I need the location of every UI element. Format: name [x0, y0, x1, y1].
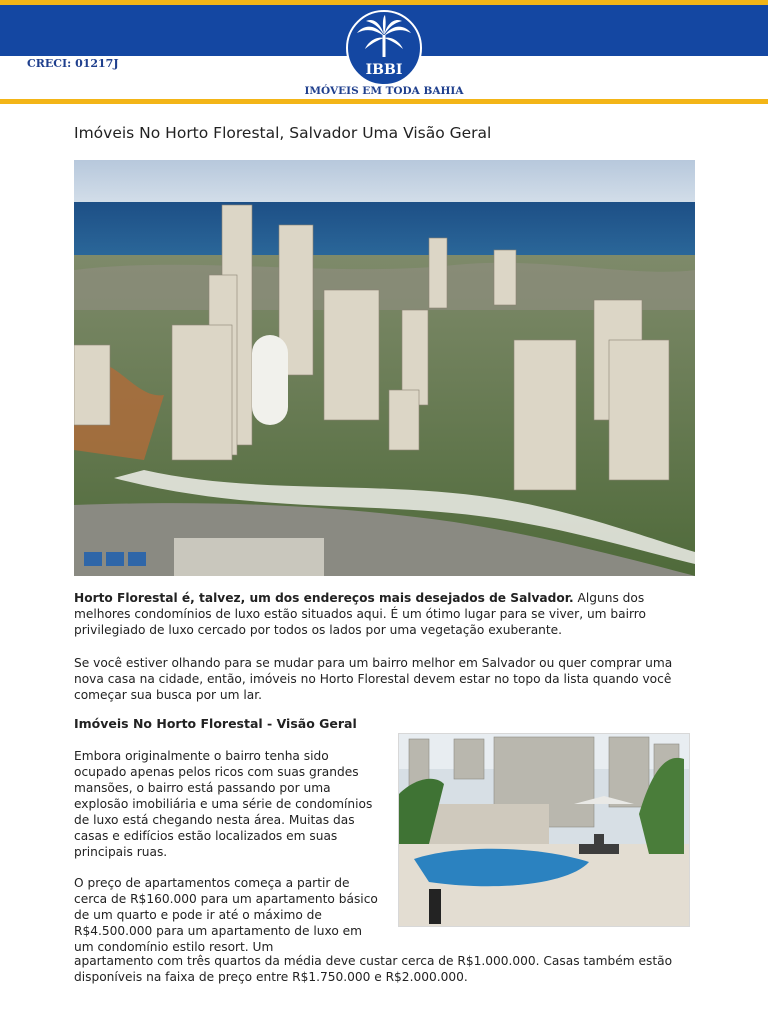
- price-paragraph-continued: apartamento com três quartos da média deve custar cerca de R$1.000.000. Casas também estão disponíveis na faixa de preço entre R$1.750.000 e R$2.000.000.: [74, 954, 673, 984]
- intro-lead: Horto Florestal é, talvez, um dos endereços mais desejados de Salvador.: [74, 591, 574, 605]
- header-bottom-stripe: [0, 99, 768, 104]
- aerial-city-photo: [74, 160, 695, 576]
- second-paragraph: Se você estiver olhando para se mudar para um bairro melhor em Salvador ou quer comprar uma nova casa na cidade, então, imóveis no Horto Florestal devem estar no topo da lista quando você começar sua busca por um lar.: [74, 656, 673, 702]
- page-title: Imóveis No Horto Florestal, Salvador Uma Visão Geral: [74, 124, 492, 142]
- overview-paragraph: Embora originalmente o bairro tenha sido ocupado apenas pelos ricos com suas grandes mansões, o bairro está passando por uma explosão imobiliária e uma série de condomínios de luxo está chegando nesta área. Muitas das casas e edifícios estão localizados em suas principais ruas.: [74, 749, 373, 859]
- header-top-stripe: [0, 0, 768, 5]
- intro-rest: Alguns dos melhores condomínios de luxo estão situados aqui. É um ótimo lugar para se viver, um bairro privilegiado de luxo cercado por todos os lados por uma vegetação exuberante.: [74, 591, 646, 637]
- price-paragraph: O preço de apartamentos começa a partir de cerca de R$160.000 para um apartamento básico de um quarto e pode ir até o máximo de R$4.500.000 para um apartamento de luxo em um condomínio estilo resort. Um: [74, 876, 378, 954]
- brand-tagline: IMÓVEIS EM TODA BAHIA: [304, 85, 464, 97]
- intro-paragraph: [74, 590, 696, 638]
- ibbi-logo[interactable]: [345, 9, 423, 87]
- creci-label: CRECI: 01217J: [27, 57, 119, 70]
- section-heading: Imóveis No Horto Florestal - Visão Geral: [74, 716, 357, 731]
- logo-text: IBBI: [365, 62, 403, 78]
- pool-condominium-photo: [398, 733, 690, 927]
